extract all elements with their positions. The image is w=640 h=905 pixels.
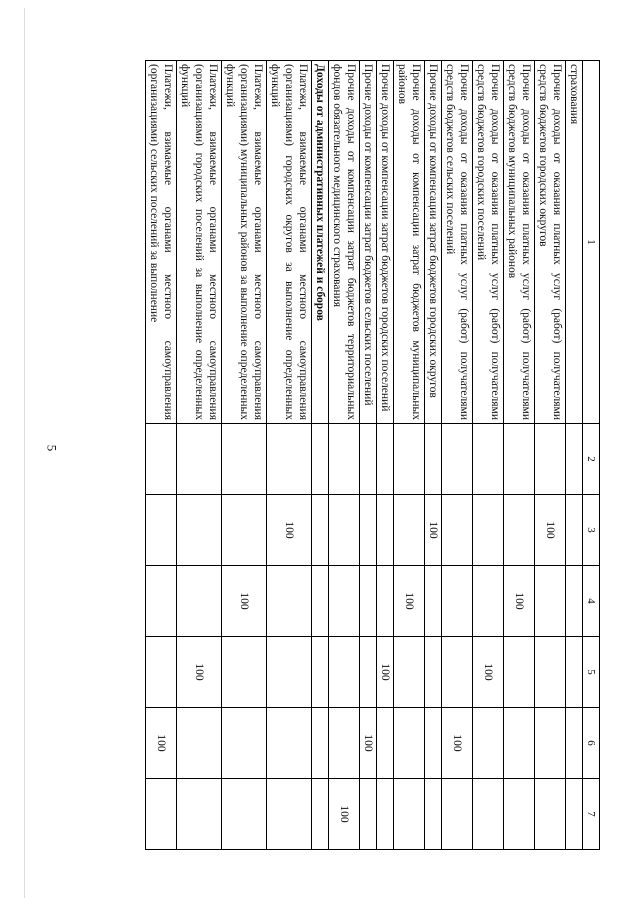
cell-col-2 [146,424,177,495]
cell-col-6 [222,708,267,779]
cell-col-3 [442,495,473,566]
cell-col-7 [473,779,504,850]
cell-col-2 [442,424,473,495]
header-col-2: 2 [583,424,600,495]
row-label: Прочие доходы от компенсации затрат бюджетов сельских поселений [360,61,377,424]
table-row [377,61,394,850]
header-col-4: 4 [583,566,600,637]
table-row [566,61,583,850]
cell-col-7 [442,779,473,850]
table-row [394,61,425,850]
cell-col-5 [442,637,473,708]
cell-col-4 [146,566,177,637]
cell-col-5 [312,637,329,708]
cell-col-6: 100 [360,708,377,779]
cell-col-6 [329,708,360,779]
table-row [442,61,473,850]
header-col-1: 1 [583,61,600,424]
cell-col-2 [267,424,312,495]
cell-col-3 [222,495,267,566]
row-label: Платежи, взимаемые органами местного самоуправления (организациями) муниципальных районов за выполнение определенных функций [222,61,267,424]
cell-col-5 [535,637,566,708]
cell-col-5: 100 [473,637,504,708]
table-row [360,61,377,850]
cell-col-7 [377,779,394,850]
cell-col-3 [312,495,329,566]
row-label: Прочие доходы от компенсации затрат бюджетов городских округов [425,61,442,424]
row-label: Прочие доходы от компенсации затрат бюджетов городских поселений [377,61,394,424]
header-col-7: 7 [583,779,600,850]
row-label: Платежи, взимаемые органами местного самоуправления (организациями) сельских поселений за выполнение [146,61,177,424]
cell-col-2 [394,424,425,495]
cell-col-5 [566,637,583,708]
cell-col-5 [329,637,360,708]
table-row [267,61,312,850]
cell-col-2 [425,424,442,495]
cell-col-7 [146,779,177,850]
cell-col-6: 100 [442,708,473,779]
header-col-5: 5 [583,637,600,708]
cell-col-7 [566,779,583,850]
header-col-6: 6 [583,708,600,779]
cell-col-3 [566,495,583,566]
cell-col-4 [377,566,394,637]
table-row [177,61,222,850]
row-label: Прочие доходы от оказания платных услуг (работ) получателями средств бюджетов муниципальных районов [504,61,535,424]
cell-col-6 [566,708,583,779]
row-label: Платежи, взимаемые органами местного самоуправления (организациями) городских округов за выполнение определенных функций [267,61,312,424]
cell-col-4 [329,566,360,637]
cell-col-6 [394,708,425,779]
cell-col-4 [535,566,566,637]
cell-col-6 [312,708,329,779]
cell-col-7 [535,779,566,850]
cell-col-7: 100 [329,779,360,850]
header-col-3: 3 [583,495,600,566]
cell-col-3 [473,495,504,566]
cell-col-6 [504,708,535,779]
cell-col-7 [425,779,442,850]
section-row [312,61,329,850]
cell-col-4 [566,566,583,637]
cell-col-2 [360,424,377,495]
cell-col-7 [222,779,267,850]
cell-col-3: 100 [535,495,566,566]
table-row [425,61,442,850]
cell-col-6 [177,708,222,779]
cell-col-4: 100 [504,566,535,637]
cell-col-2 [177,424,222,495]
cell-col-3 [377,495,394,566]
cell-col-7 [312,779,329,850]
cell-col-6 [473,708,504,779]
cell-col-6 [267,708,312,779]
cell-col-3 [329,495,360,566]
page-number: 5 [44,444,60,452]
cell-col-2 [312,424,329,495]
cell-col-4: 100 [394,566,425,637]
cell-col-2 [473,424,504,495]
rotated-table-wrapper [95,60,600,850]
cell-col-2 [329,424,360,495]
header-row [583,61,600,850]
cell-col-6: 100 [146,708,177,779]
cell-col-4: 100 [222,566,267,637]
cell-col-4 [360,566,377,637]
cell-col-7 [267,779,312,850]
cell-col-2 [566,424,583,495]
row-label: страхования [566,61,583,424]
cell-col-2 [504,424,535,495]
cell-col-3 [504,495,535,566]
cell-col-3 [394,495,425,566]
table-row [146,61,177,850]
cell-col-6 [535,708,566,779]
cell-col-5 [146,637,177,708]
cell-col-4 [425,566,442,637]
scan-edge-line [24,8,25,898]
row-label: Прочие доходы от компенсации затрат бюджетов муниципальных районов [394,61,425,424]
cell-col-2 [535,424,566,495]
row-label: Платежи, взимаемые органами местного самоуправления (организациями) городских поселений за выполнение определенных функций [177,61,222,424]
cell-col-3: 100 [267,495,312,566]
cell-col-4 [177,566,222,637]
cell-col-5 [394,637,425,708]
row-label: Прочие доходы от компенсации затрат бюджетов территориальных фондов обязательного медицинского страхования [329,61,360,424]
cell-col-3: 100 [425,495,442,566]
cell-col-6 [377,708,394,779]
cell-col-5: 100 [377,637,394,708]
cell-col-5 [425,637,442,708]
cell-col-7 [394,779,425,850]
cell-col-4 [442,566,473,637]
cell-col-5 [267,637,312,708]
cell-col-3 [360,495,377,566]
cell-col-4 [267,566,312,637]
cell-col-5 [360,637,377,708]
cell-col-5: 100 [177,637,222,708]
cell-col-3 [177,495,222,566]
cell-col-3 [146,495,177,566]
cell-col-5 [504,637,535,708]
cell-col-4 [473,566,504,637]
cell-col-7 [504,779,535,850]
cell-col-5 [222,637,267,708]
cell-col-6 [425,708,442,779]
row-label: Прочие доходы от оказания платных услуг (работ) получателями средств бюджетов городских поселений [473,61,504,424]
revenue-table [145,60,600,850]
cell-col-2 [377,424,394,495]
cell-col-2 [222,424,267,495]
row-label: Прочие доходы от оказания платных услуг (работ) получателями средств бюджетов городских округов [535,61,566,424]
table-row [535,61,566,850]
table-row [473,61,504,850]
row-label: Прочие доходы от оказания платных услуг (работ) получателями средств бюджетов сельских поселений [442,61,473,424]
row-label: Доходы от административных платежей и сборов [312,61,329,424]
table-row [329,61,360,850]
cell-col-4 [312,566,329,637]
cell-col-7 [177,779,222,850]
table-row [504,61,535,850]
table-row [222,61,267,850]
cell-col-7 [360,779,377,850]
